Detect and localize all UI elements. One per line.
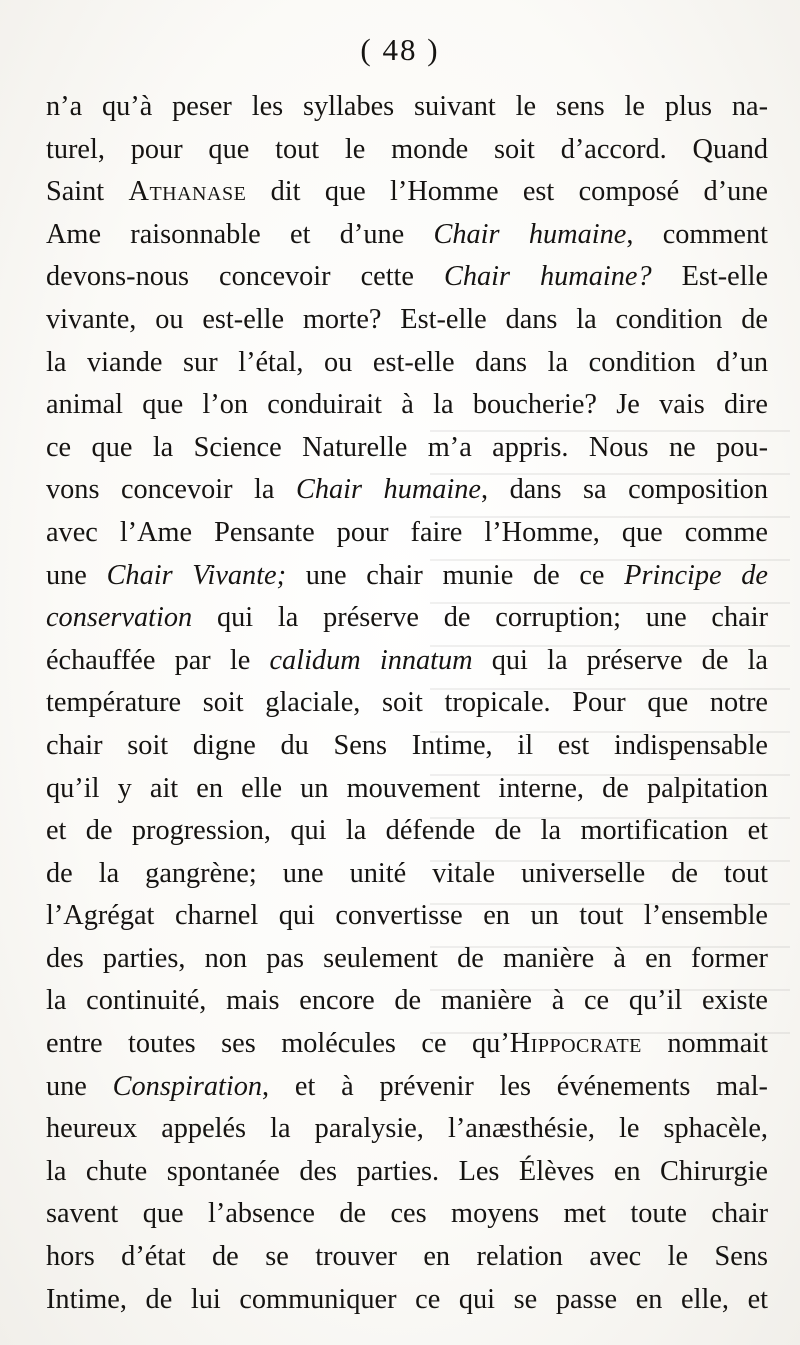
text-line xyxy=(46,938,768,981)
text-line xyxy=(46,342,768,385)
text-segment: échauffée par le xyxy=(46,644,270,676)
text-segment: ce que la Science Naturelle m’a appris. Nous ne pou- xyxy=(46,431,768,463)
text-segment: , et à prévenir les événements mal- xyxy=(262,1070,768,1102)
text-segment: la viande sur l’étal, ou est-elle dans la condition d’un xyxy=(46,346,768,378)
text-segment: hors d’état de se trouver en relation avec le Sens xyxy=(46,1241,768,1273)
text-segment: , dans sa composition xyxy=(481,474,768,506)
text-segment: qu’il y ait en elle un mouvement interne, de palpitation xyxy=(46,772,768,804)
text-segment: une xyxy=(46,559,107,591)
body-text xyxy=(46,86,768,1321)
text-segment: heureux appelés la paralysie, l’anæsthésie, le sphacèle, xyxy=(46,1113,768,1145)
italic-text: Chair humaine xyxy=(295,474,481,506)
text-line xyxy=(46,682,768,725)
text-segment: , comment xyxy=(626,218,768,250)
text-segment: turel, pour que tout le monde soit d’accord. Quand xyxy=(46,133,768,165)
text-segment: dit que l’Homme est composé d’une xyxy=(246,176,768,208)
text-segment: qui la préserve de corruption; une chair xyxy=(192,602,768,634)
text-segment: vons concevoir la xyxy=(46,474,296,506)
italic-text: calidum innatum xyxy=(269,644,473,676)
text-line xyxy=(46,469,768,512)
text-line xyxy=(46,980,768,1023)
text-segment: Saint xyxy=(46,176,129,208)
text-segment: nommait xyxy=(641,1028,768,1060)
text-line xyxy=(46,853,768,896)
small-caps-name: Athanase xyxy=(128,176,247,208)
text-line xyxy=(46,214,768,257)
page-number: ( 48 ) xyxy=(360,32,440,67)
text-segment: l’Agrégat charnel qui convertisse en un tout l’ensemble xyxy=(46,900,768,932)
text-line xyxy=(46,256,768,299)
text-segment: vivante, ou est-elle morte? Est-elle dans la condition de xyxy=(46,303,768,335)
text-segment: de la gangrène; une unité vitale universelle de tout xyxy=(46,857,768,889)
text-segment: la chute spontanée des parties. Les Élèves en Chirurgie xyxy=(46,1155,768,1187)
text-segment: savent que l’absence de ces moyens met toute chair xyxy=(46,1198,768,1230)
text-segment: n’a qu’à peser les syllabes suivant le sens le plus na- xyxy=(46,91,768,122)
small-caps-name: Hippocrate xyxy=(509,1028,642,1060)
text-segment: chair soit digne du Sens Intime, il est indispensable xyxy=(46,729,768,761)
text-line xyxy=(46,725,768,768)
text-segment: Intime, de lui communiquer ce qui se passe en elle, et xyxy=(46,1283,768,1315)
text-segment: entre toutes ses molécules ce qu’ xyxy=(46,1028,510,1060)
text-line xyxy=(46,768,768,811)
text-segment: la continuité, mais encore de manière à ce qu’il existe xyxy=(46,985,768,1017)
text-line xyxy=(46,512,768,555)
text-line xyxy=(46,597,768,640)
italic-text: Chair humaine? xyxy=(443,261,652,293)
italic-text: Conspiration xyxy=(112,1070,263,1102)
text-line xyxy=(46,171,768,214)
text-segment: une chair munie de ce xyxy=(286,559,625,591)
italic-text: Chair humaine xyxy=(433,218,627,250)
italic-text: conservation xyxy=(46,602,193,634)
italic-text: Principe de xyxy=(624,559,768,591)
text-line xyxy=(46,1236,768,1279)
text-line xyxy=(46,810,768,853)
text-segment: une xyxy=(46,1070,113,1102)
text-line xyxy=(46,1151,768,1194)
text-line xyxy=(46,1108,768,1151)
text-line xyxy=(46,555,768,598)
text-segment: Est-elle xyxy=(651,261,768,293)
italic-text: Chair Vivante; xyxy=(106,559,287,591)
text-segment: des parties, non pas seulement de manière à en former xyxy=(46,942,768,974)
text-segment: devons-nous concevoir cette xyxy=(46,261,444,293)
text-line xyxy=(46,1279,768,1322)
text-line xyxy=(46,427,768,470)
text-line xyxy=(46,1023,768,1066)
text-line xyxy=(46,1066,768,1109)
text-segment: Ame raisonnable et d’une xyxy=(46,218,434,250)
text-line xyxy=(46,895,768,938)
text-line xyxy=(46,1193,768,1236)
text-line xyxy=(46,384,768,427)
text-segment: avec l’Ame Pensante pour faire l’Homme, que comme xyxy=(46,516,768,548)
text-line xyxy=(46,640,768,683)
text-segment: animal que l’on conduirait à la boucherie? Je vais dire xyxy=(46,389,768,421)
text-segment: qui la préserve de la xyxy=(472,644,768,676)
text-line xyxy=(46,299,768,342)
text-segment: température soit glaciale, soit tropicale. Pour que notre xyxy=(46,687,768,719)
text-line xyxy=(46,86,768,129)
text-segment: et de progression, qui la défende de la mortification et xyxy=(46,815,768,847)
text-line xyxy=(46,129,768,172)
